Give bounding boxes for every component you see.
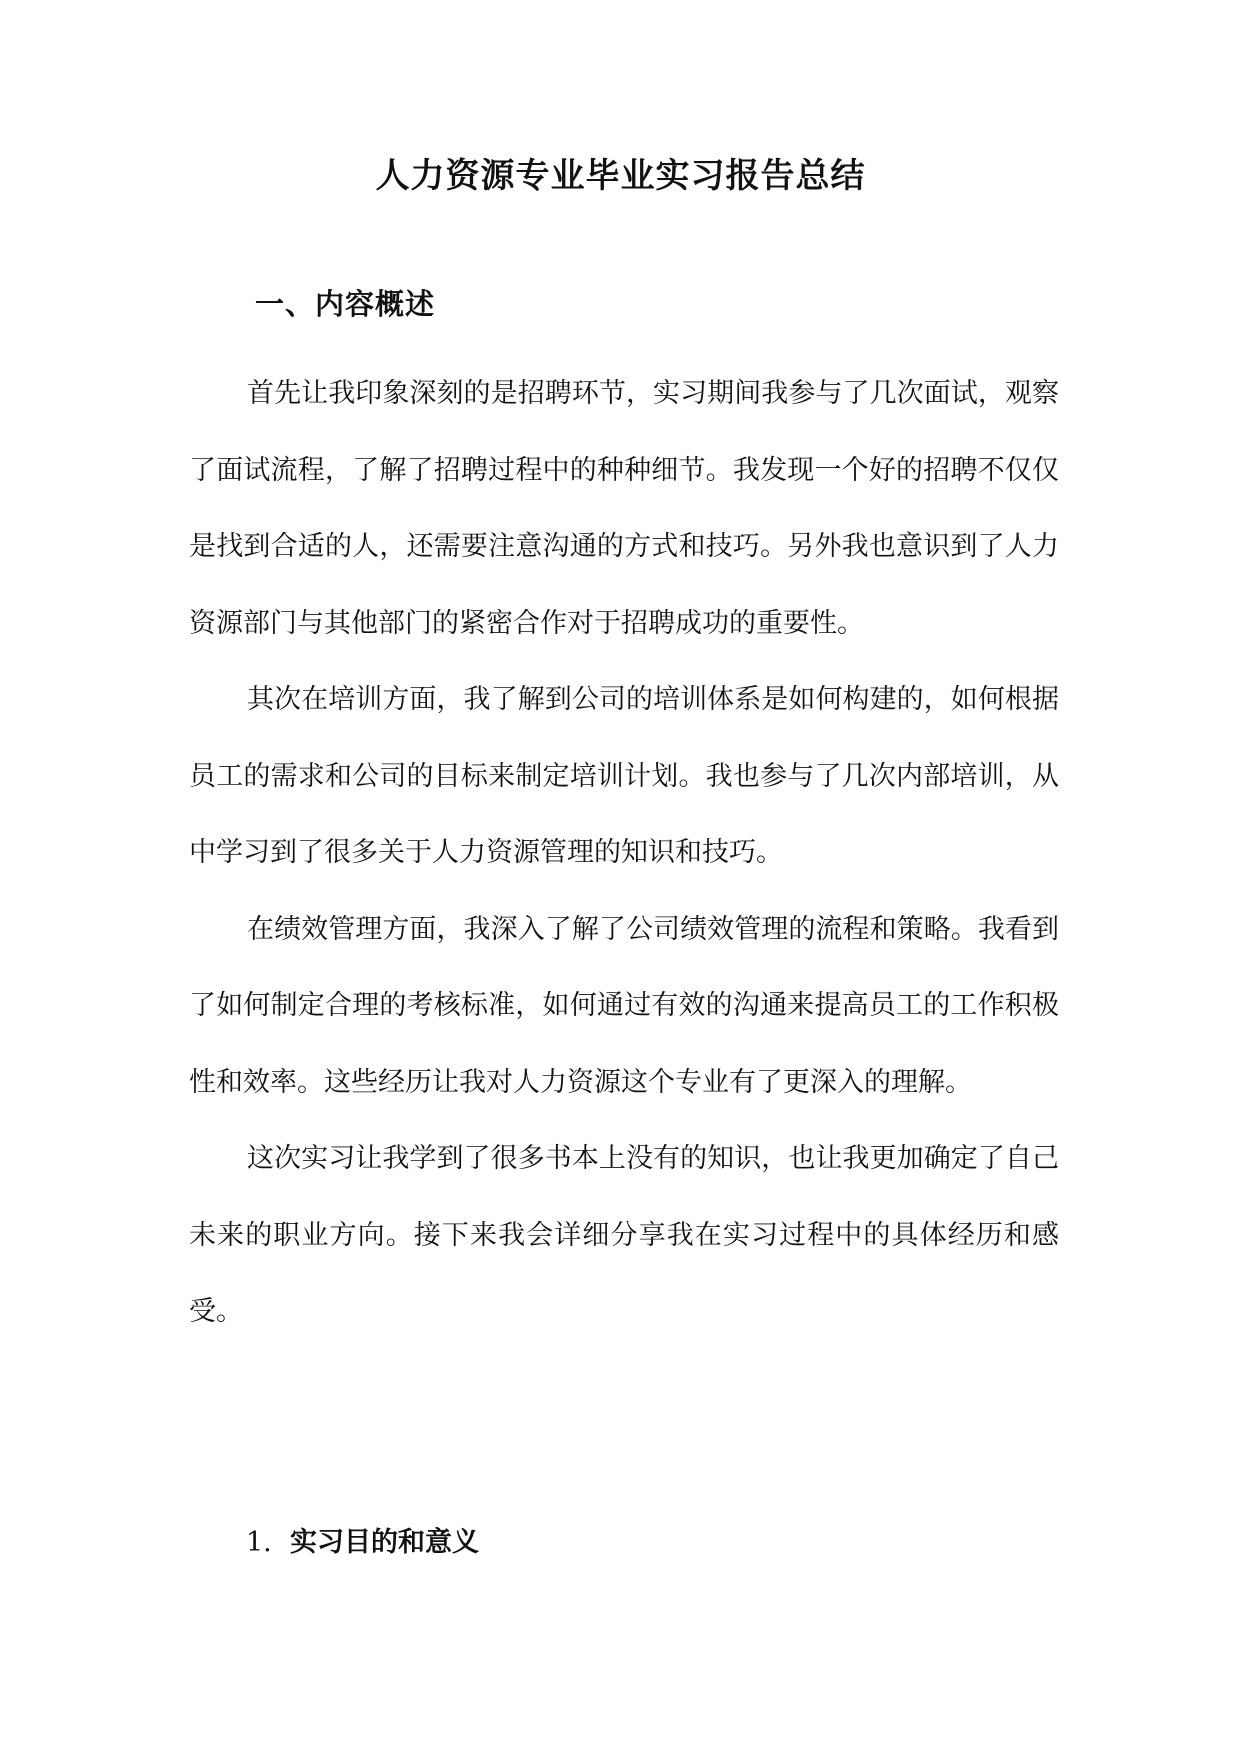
subsection-heading-text: 实习目的和意义 [290,1527,479,1558]
subsection-heading-purpose [246,1523,479,1563]
paragraph-training: 其次在培训方面，我了解到公司的培训体系是如何构建的，如何根据员工的需求和公司的目标来制定培训计划。我也参与了几次内部培训，从中学习到了很多关于人力资源管理的知识和技巧。 [189,684,1059,868]
paragraph-performance: 在绩效管理方面，我深入了解了公司绩效管理的流程和策略。我看到了如何制定合理的考核标准，如何通过有效的沟通来提高员工的工作积极性和效率。这些经历让我对人力资源这个专业有了更深入的理解。 [189,913,1059,1098]
body-text [189,356,1059,1351]
paragraph-conclusion: 这次实习让我学到了很多书本上没有的知识，也让我更加确定了自己未来的职业方向。接下来我会详细分享我在实习过程中的具体经历和感受。 [189,1143,1059,1327]
document-title: 人力资源专业毕业实习报告总结 [375,156,866,196]
paragraph-recruitment: 首先让我印象深刻的是招聘环节，实习期间我参与了几次面试，观察了面试流程，了解了招聘过程中的种种细节。我发现一个好的招聘不仅仅是找到合适的人，还需要注意沟通的方式和技巧。另外我也意识到了人力资源部门与其他部门的紧密合作对于招聘成功的重要性。 [189,378,1059,639]
section-heading-overview: 一、内容概述 [255,287,436,321]
subsection-number: 1. [246,1527,272,1558]
